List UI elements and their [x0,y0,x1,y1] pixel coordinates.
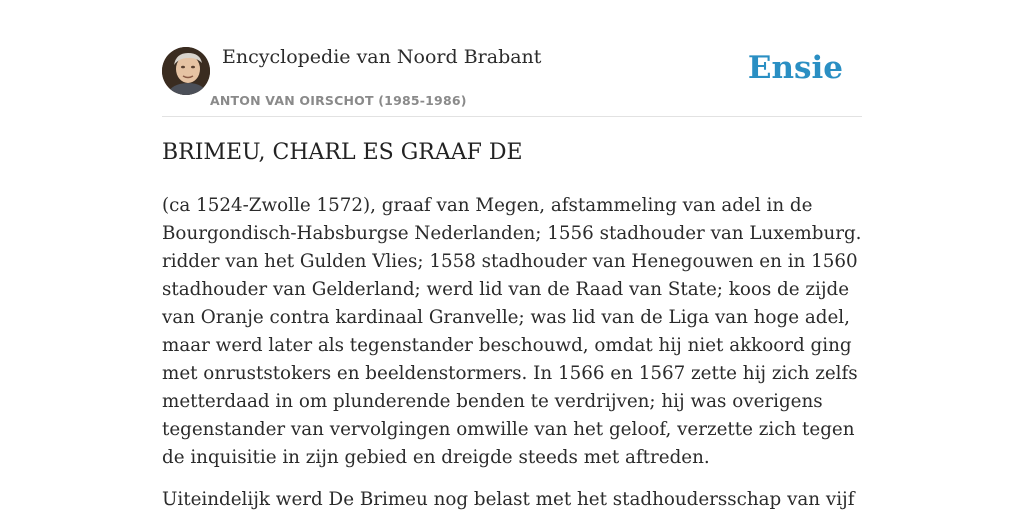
article-title: BRIMEU, CHARL ES GRAAF DE [162,140,523,165]
source-title[interactable]: Encyclopedie van Noord Brabant [222,46,542,68]
brand-logo[interactable]: Ensie [747,50,843,86]
article-body [162,192,862,512]
avatar-portrait-icon [162,47,210,95]
article-header [162,46,862,117]
author-name[interactable]: ANTON VAN OIRSCHOT (1985-1986) [210,93,467,108]
author-avatar[interactable] [162,47,210,95]
body-paragraph: Uiteindelijk werd De Brimeu nog belast met het stadhoudersschap van vijf [162,489,855,510]
body-paragraph: (ca 1524-Zwolle 1572), graaf van Megen, afstammeling van adel in de Bourgondisch-Habsburgse Nederlanden; 1556 stadhouder van Luxemburg. ridder van het Gulden Vlies; 1558 stadhouder van Henegouwen en in 1560 stadhouder van Gelderland; werd lid van de Raad van State; koos de zijde van Oranje contra kardinaal Granvelle; was lid van de Liga van hoge adel, maar werd later als tegenstander beschouwd, omdat hij niet akkoord ging met onruststokers en beeldenstormers. In 1566 en 1567 zette hij zich zelfs metterdaad in om plunderende benden te verdrijven; hij was overigens tegenstander van vervolgingen omwille van het geloof, verzette zich tegen de inquisitie in zijn gebied en dreigde steeds met aftreden. [162,195,862,468]
